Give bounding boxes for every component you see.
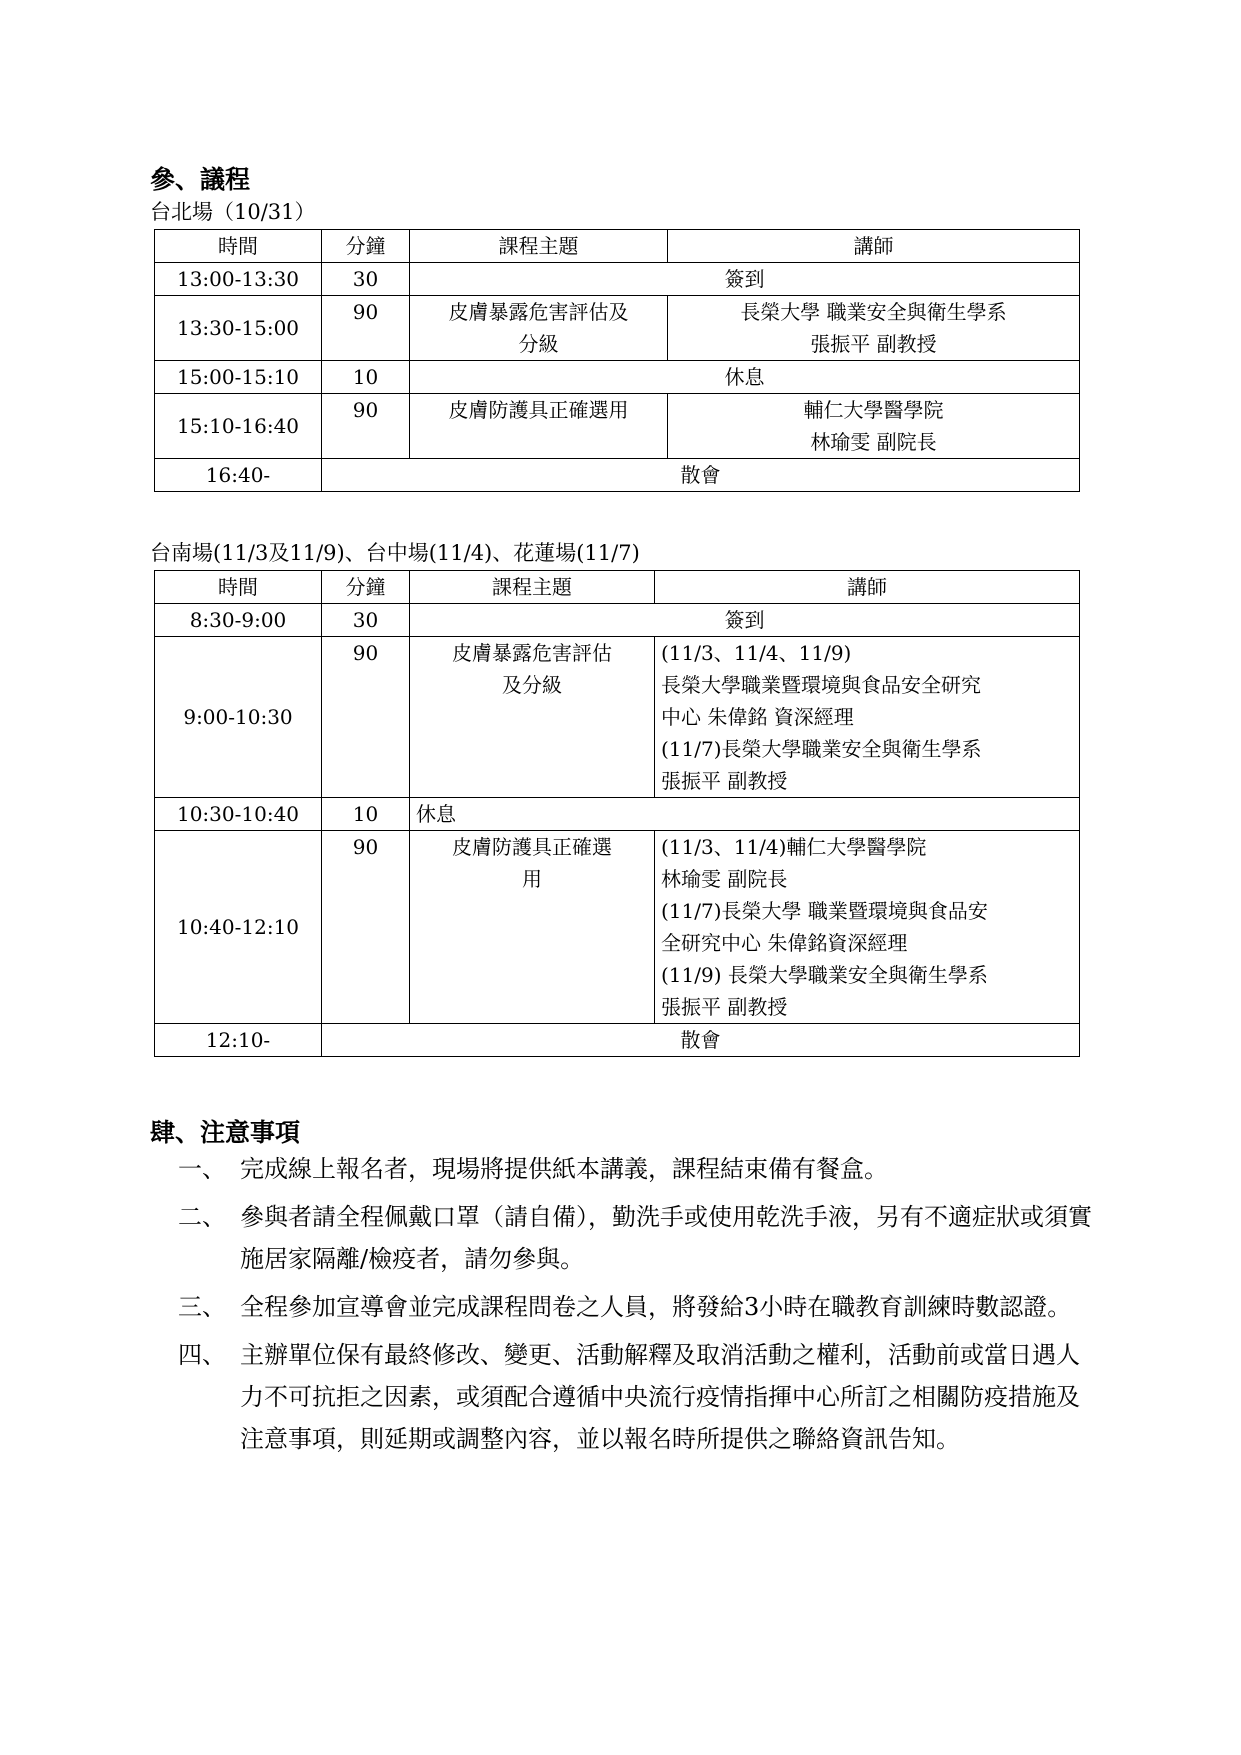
table-row [155, 459, 1080, 492]
note-number: 二、 [178, 1203, 226, 1231]
speaker-cell: 輔仁大學醫學院 林瑜雯 副院長 [668, 394, 1080, 459]
time-cell: 16:40- [155, 459, 322, 492]
note-text: 參與者請全程佩戴口罩（請自備），勤洗手或使用乾洗手液，另有不適症狀或須實施居家隔離/檢疫者，請勿參與。 [240, 1203, 1092, 1273]
header-topic: 課程主題 [410, 230, 668, 263]
table-row [155, 604, 1080, 637]
list-item [178, 1286, 1098, 1328]
header-time: 時間 [155, 571, 322, 604]
table-row [155, 1024, 1080, 1057]
table-row [155, 296, 1080, 361]
time-cell: 9:00-10:30 [155, 637, 322, 798]
time-cell: 15:00-15:10 [155, 361, 322, 394]
end-cell: 散會 [322, 1024, 1080, 1057]
time-cell: 12:10- [155, 1024, 322, 1057]
time-cell: 13:30-15:00 [155, 296, 322, 361]
minutes-cell: 90 [322, 831, 410, 1024]
speaker-cell: 長榮大學 職業安全與衛生學系 張振平 副教授 [668, 296, 1080, 361]
minutes-cell: 90 [322, 394, 410, 459]
table-row [155, 798, 1080, 831]
taipei-agenda-table [154, 229, 1080, 492]
minutes-cell: 30 [322, 263, 410, 296]
header-topic: 課程主題 [410, 571, 655, 604]
notes-heading: 肆、注意事項 [150, 1118, 301, 1147]
table-header-row [155, 571, 1080, 604]
minutes-cell: 10 [322, 361, 410, 394]
minutes-cell: 90 [322, 296, 410, 361]
header-speaker: 講師 [655, 571, 1080, 604]
other-sessions-agenda-table [154, 570, 1080, 1057]
header-time: 時間 [155, 230, 322, 263]
header-minutes: 分鐘 [322, 230, 410, 263]
note-text: 完成線上報名者，現場將提供紙本講義，課程結束備有餐盒。 [240, 1155, 888, 1183]
notes-list [178, 1148, 1098, 1466]
speaker-cell: (11/3、11/4)輔仁大學醫學院 林瑜雯 副院長 (11/7)長榮大學 職業暨環境與食品安 全研究中心 朱偉銘資深經理 (11/9) 長榮大學職業安全與衛生學系 張振平 副教授 [655, 831, 1080, 1024]
taipei-session-title: 台北場（10/31） [150, 200, 316, 224]
list-item [178, 1196, 1098, 1280]
topic-cell: 皮膚防護具正確選 用 [410, 831, 655, 1024]
other-sessions-title: 台南場(11/3及11/9)、台中場(11/4)、花蓮場(11/7) [150, 541, 640, 565]
header-speaker: 講師 [668, 230, 1080, 263]
topic-cell: 皮膚暴露危害評估 及分級 [410, 637, 655, 798]
time-cell: 13:00-13:30 [155, 263, 322, 296]
list-item [178, 1148, 1098, 1190]
end-cell: 散會 [322, 459, 1080, 492]
time-cell: 8:30-9:00 [155, 604, 322, 637]
table-row [155, 394, 1080, 459]
time-cell: 10:40-12:10 [155, 831, 322, 1024]
note-text: 主辦單位保有最終修改、變更、活動解釋及取消活動之權利，活動前或當日遇人力不可抗拒之因素，或須配合遵循中央流行疫情指揮中心所訂之相關防疫措施及注意事項，則延期或調整內容，並以報名時所提供之聯絡資訊告知。 [240, 1341, 1080, 1453]
note-number: 三、 [178, 1293, 226, 1321]
minutes-cell: 90 [322, 637, 410, 798]
minutes-cell: 10 [322, 798, 410, 831]
checkin-cell: 簽到 [410, 604, 1080, 637]
break-cell: 休息 [410, 798, 1080, 831]
topic-cell: 皮膚暴露危害評估及 分級 [410, 296, 668, 361]
topic-cell: 皮膚防護具正確選用 [410, 394, 668, 459]
header-minutes: 分鐘 [322, 571, 410, 604]
note-number: 四、 [178, 1341, 226, 1369]
table-header-row [155, 230, 1080, 263]
list-item [178, 1334, 1098, 1460]
note-number: 一、 [178, 1155, 226, 1183]
table-row [155, 361, 1080, 394]
checkin-cell: 簽到 [410, 263, 1080, 296]
time-cell: 15:10-16:40 [155, 394, 322, 459]
table-row [155, 263, 1080, 296]
speaker-cell: (11/3、11/4、11/9) 長榮大學職業暨環境與食品安全研究 中心 朱偉銘 資深經理 (11/7)長榮大學職業安全與衛生學系 張振平 副教授 [655, 637, 1080, 798]
table-row [155, 637, 1080, 798]
agenda-heading: 參、議程 [150, 165, 251, 194]
minutes-cell: 30 [322, 604, 410, 637]
table-row [155, 831, 1080, 1024]
time-cell: 10:30-10:40 [155, 798, 322, 831]
note-text: 全程參加宣導會並完成課程問卷之人員，將發給3小時在職教育訓練時數認證。 [240, 1293, 1072, 1321]
break-cell: 休息 [410, 361, 1080, 394]
